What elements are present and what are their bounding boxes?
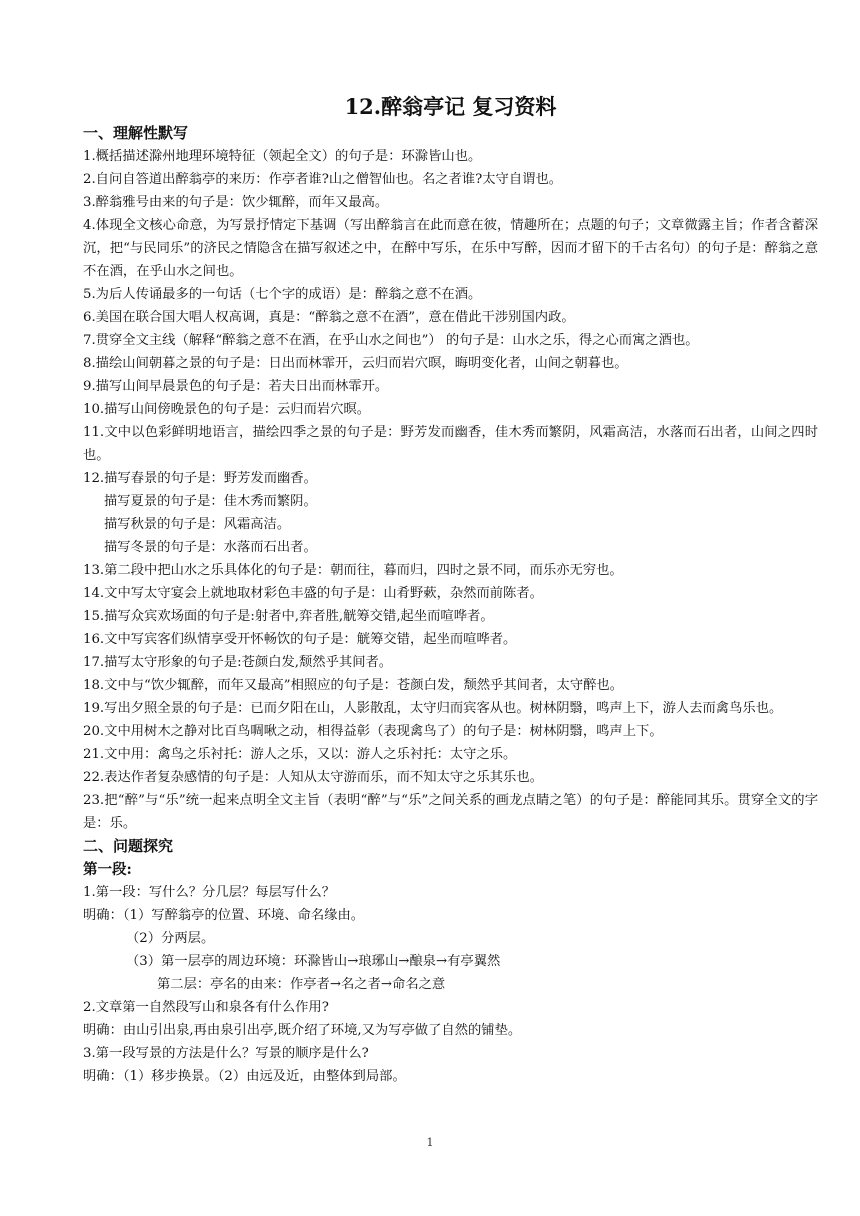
list-item: 5.为后人传诵最多的一句话（七个字的成语）是：醉翁之意不在酒。	[83, 287, 482, 302]
document-title: 12.醉翁亭记 复习资料	[344, 94, 557, 119]
list-item: 22.表达作者复杂感情的句子是：人知从太守游而乐，而不知太守之乐其乐也。	[83, 770, 543, 785]
list-item: 1.概括描述滁州地理环境特征（领起全文）的句子是：环滁皆山也。	[83, 149, 482, 164]
document-page	[83, 92, 818, 1088]
list-item: 15.描写众宾欢场面的句子是:射者中,弈者胜,觥筹交错,起坐而喧哗者。	[83, 609, 494, 624]
list-item: 12.描写春景的句子是：野芳发而幽香。	[83, 471, 317, 486]
list-item: 20.文中用树木之静对比百鸟啁啾之动，相得益彰（表现禽鸟了）的句子是：树林阴翳，鸣声上下。	[83, 724, 663, 739]
list-item: 7.贯穿全文主线（解释“醉翁之意不在酒，在乎山水之间也”） 的句子是：山水之乐，得之心而寓之酒也。	[83, 333, 699, 348]
question: 3.第一段写景的方法是什么？写景的顺序是什么?	[83, 1046, 369, 1061]
list-sub-item: 描写秋景的句子是：风霜高洁。	[104, 517, 291, 532]
question: 2.文章第一自然段写山和泉各有什么作用?	[83, 1000, 329, 1015]
list-item: 23.把“醉”与“乐”统一起来点明全文主旨（表明“醉”与“乐”之间关系的画龙点睛之笔）的句子是：醉能同其乐。贯穿全文的字是：乐。	[83, 793, 818, 831]
list-item: 21.文中用：禽鸟之乐衬托：游人之乐，又以：游人之乐衬托：太守之乐。	[83, 747, 517, 762]
list-item: 17.描写太守形象的句子是:苍颜白发,颓然乎其间者。	[83, 655, 393, 670]
list-item: 2.自问自答道出醉翁亭的来历：作亭者谁?山之僧智仙也。名之者谁?太守自谓也。	[83, 172, 563, 187]
subsection-heading: 第一段:	[83, 861, 132, 878]
list-item: 14.文中写太守宴会上就地取材彩色丰盛的句子是：山肴野蔌，杂然而前陈者。	[83, 586, 543, 601]
answer-line: （2）分两层。	[126, 931, 215, 946]
list-sub-item: 描写冬景的句子是：水落而石出者。	[104, 540, 317, 555]
list-item: 11.文中以色彩鲜明地语言，描绘四季之景的句子是：野芳发而幽香，佳木秀而繁阴，风霜高洁，水落而石出者，山间之四时也。	[83, 425, 818, 463]
list-item: 10.描写山间傍晚景色的句子是：云归而岩穴暝。	[83, 402, 371, 417]
list-item: 8.描绘山间朝暮之景的句子是：日出而林霏开，云归而岩穴暝，晦明变化者，山间之朝暮也。	[83, 356, 628, 371]
answer-line: 第二层：亭名的由来：作亭者→名之者→命名之意	[157, 977, 446, 992]
answer: 明确：（1）移步换景。（2）由远及近，由整体到局部。	[83, 1069, 406, 1084]
list-item: 18.文中与“饮少辄醉，而年又最高”相照应的句子是：苍颜白发，颓然乎其间者，太守醉也。	[83, 678, 624, 693]
list-item: 4.体现全文核心命意，为写景抒情定下基调（写出醉翁言在此而意在彼，情趣所在；点题的句子；文章微露主旨；作者含蓄深沉，把“与民同乐”的济民之情隐含在描写叙述之中，在醉中写乐，在乐中写醉，因而才留下的千古名句）的句子是：醉翁之意不在酒，在乎山水之间也。	[83, 218, 818, 279]
list-item: 13.第二段中把山水之乐具体化的句子是：朝而往，暮而归，四时之景不同，而乐亦无穷也。	[83, 563, 623, 578]
list-item: 19.写出夕照全景的句子是：已而夕阳在山，人影散乱，太守归而宾客从也。树林阴翳，鸣声上下，游人去而禽鸟乐也。	[83, 701, 783, 716]
answer: 明确：由山引出泉,再由泉引出亭,既介绍了环境,又为写亭做了自然的铺垫。	[83, 1023, 522, 1038]
list-item: 3.醉翁雅号由来的句子是：饮少辄醉，而年又最高。	[83, 195, 389, 210]
question: 1.第一段：写什么？分几层？每层写什么？	[83, 885, 336, 900]
page-number: 1	[426, 1136, 434, 1149]
list-item: 9.描写山间早晨景色的句子是：若夫日出而林霏开。	[83, 379, 389, 394]
answer: 明确：（1）写醉翁亭的位置、环境、命名缘由。	[83, 908, 365, 923]
list-item: 6.美国在联合国大唱人权高调，真是：“醉翁之意不在酒”，意在借此干涉别国内政。	[83, 310, 575, 325]
section-heading-1: 一、理解性默写	[83, 124, 189, 142]
answer-line: （3）第一层亭的周边环境：环滁皆山→琅琊山→酿泉→有亭翼然	[126, 954, 501, 969]
list-item: 16.文中写宾客们纵情享受开怀畅饮的句子是：觥筹交错，起坐而喧哗者。	[83, 632, 517, 647]
list-sub-item: 描写夏景的句子是：佳木秀而繁阴。	[104, 494, 317, 509]
section-heading-2: 二、问题探究	[83, 837, 174, 855]
